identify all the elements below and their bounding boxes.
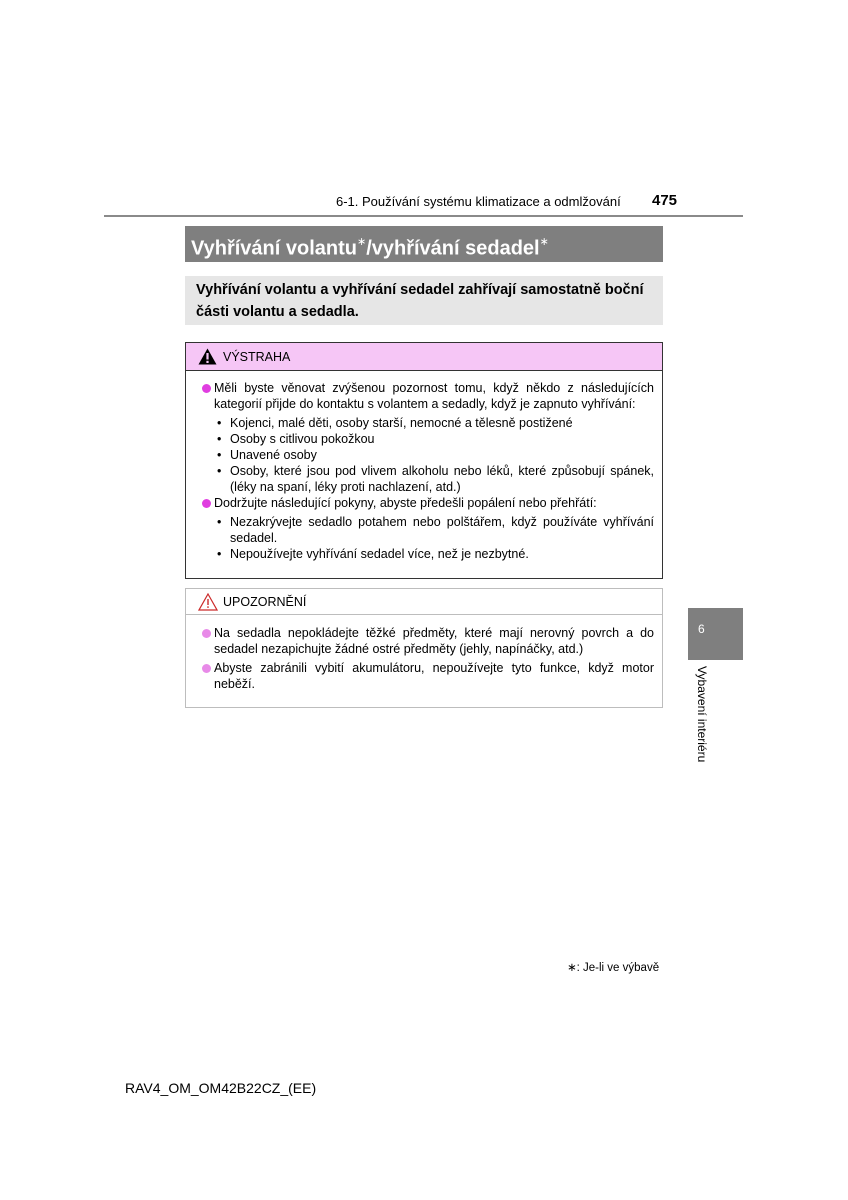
title-footnote-marker-2: ∗ (539, 236, 549, 248)
caution-triangle-icon (198, 593, 218, 611)
caution-bullet (202, 625, 654, 657)
page-number: 475 (652, 192, 678, 209)
title-footnote-marker-1: ∗ (356, 236, 367, 248)
bullet-dot-icon (202, 629, 211, 638)
caution-body (186, 615, 662, 692)
chapter-tab (688, 608, 743, 660)
bullet-dot-icon (202, 384, 211, 393)
caution-label: UPOZORNĚNÍ (223, 594, 307, 609)
list-item: • Nezakrývejte sedadlo potahem nebo polštářem, když používáte vyhřívání sedadel. (230, 514, 654, 546)
warning-bullet (202, 380, 654, 412)
warning-sublist (202, 415, 654, 495)
bullet-dot-icon (202, 664, 211, 673)
warning-box (185, 342, 663, 579)
warning-bullet-text: Dodržujte následující pokyny, abyste předešli popálení nebo přehřátí: (214, 496, 597, 510)
caution-bullet-text: Na sedadla nepokládejte těžké předměty, které mají nerovný povrch a do sedadel nezapichujte žádné ostré předměty (jehly, napínáčky, atd.) (214, 626, 654, 656)
section-title (185, 226, 663, 262)
caution-header (186, 589, 662, 615)
caution-bullet (202, 660, 654, 692)
intro-summary: Vyhřívání volantu a vyhřívání sedadel zahřívají samostatně boční části volantu a sedadla. (185, 276, 663, 325)
list-item: • Osoby s citlivou pokožkou (230, 431, 654, 447)
warning-header (186, 343, 662, 371)
caution-box (185, 588, 663, 708)
document-code: RAV4_OM_OM42B22CZ_(EE) (125, 1080, 317, 1096)
list-item: • Unavené osoby (230, 447, 654, 463)
caution-bullet-text: Abyste zabránili vybití akumulátoru, nepoužívejte tyto funkce, když motor neběží. (214, 661, 654, 691)
running-header-section: 6-1. Používání systému klimatizace a odmlžování (336, 194, 621, 209)
warning-body (186, 371, 662, 562)
warning-triangle-icon (198, 348, 217, 365)
chapter-label: Vybavení interiéru (695, 666, 709, 763)
warning-bullet-text: Měli byste věnovat zvýšenou pozornost tomu, když někdo z následujících kategorií přijde do kontaktu s volantem a sedadly, když je zapnuto vyhřívání: (214, 381, 654, 411)
header-divider (104, 215, 743, 217)
footnote: ∗: Je-li ve výbavě (567, 962, 660, 974)
list-item: • Osoby, které jsou pod vlivem alkoholu nebo léků, které způsobují spánek, (léky na spaní, léky proti nachlazení, atd.) (230, 463, 654, 495)
warning-bullet (202, 495, 654, 511)
chapter-number: 6 (698, 622, 705, 636)
list-item: • Kojenci, malé děti, osoby starší, nemocné a tělesně postižené (230, 415, 654, 431)
list-item: • Nepoužívejte vyhřívání sedadel více, než je nezbytné. (230, 546, 654, 562)
warning-sublist (202, 514, 654, 562)
title-part-2: /vyhřívání sedadel (366, 237, 540, 260)
warning-label: VÝSTRAHA (223, 349, 291, 364)
title-part-1: Vyhřívání volantu (191, 237, 357, 260)
bullet-dot-icon (202, 499, 211, 508)
